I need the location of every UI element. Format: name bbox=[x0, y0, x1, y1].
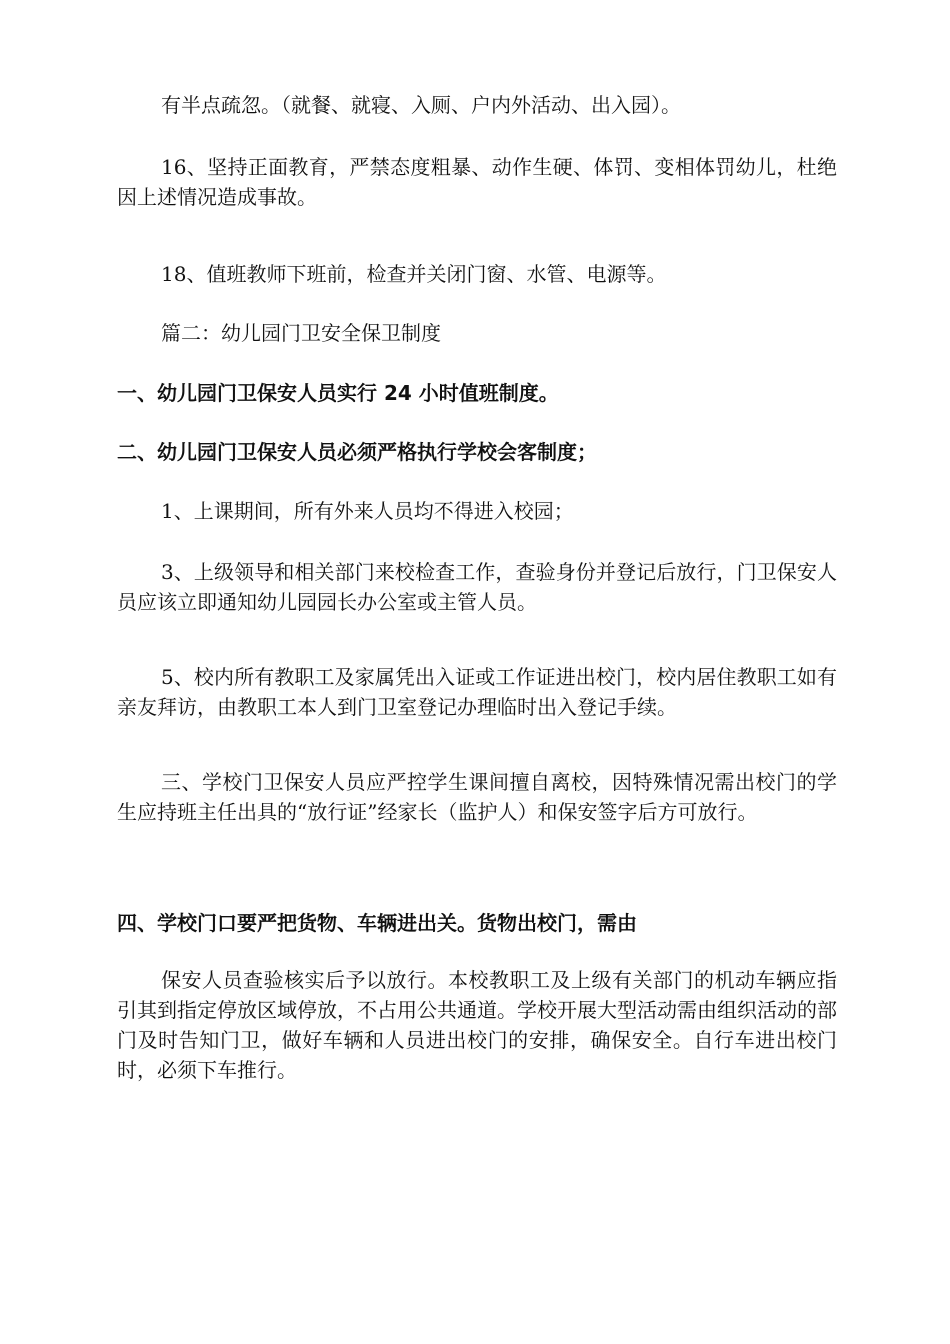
paragraph-three: 三、学校门卫保安人员应严控学生课间擅自离校，因特殊情况需出校门的学生应持班主任出具的“放行证”经家长（监护人）和保安签字后方可放行。 bbox=[117, 770, 837, 824]
paragraph-item-18: 18、值班教师下班前，检查并关闭门窗、水管、电源等。 bbox=[161, 262, 667, 286]
paragraph-item-3: 3、上级领导和相关部门来校检查工作，查验身份并登记后放行，门卫保安人员应该立即通知幼儿园园长办公室或主管人员。 bbox=[117, 560, 837, 614]
paragraph-four-body: 保安人员查验核实后予以放行。本校教职工及上级有关部门的机动车辆应指引其到指定停放区域停放，不占用公共通道。学校开展大型活动需由组织活动的部门及时告知门卫，做好车辆和人员进出校门的安排，确保安全。自行车进出校门时，必须下车推行。 bbox=[117, 968, 837, 1082]
paragraph-continuation: 有半点疏忽。（就餐、就寝、入厕、户内外活动、出入园）。 bbox=[161, 93, 681, 117]
heading-one: 一、幼儿园门卫保安人员实行 24 小时值班制度。 bbox=[117, 381, 559, 405]
section-title: 篇二：幼儿园门卫安全保卫制度 bbox=[161, 321, 441, 345]
paragraph-item-1: 1、上课期间，所有外来人员均不得进入校园； bbox=[161, 499, 574, 523]
paragraph-item-16: 16、坚持正面教育，严禁态度粗暴、动作生硬、体罚、变相体罚幼儿，杜绝因上述情况造成事故。 bbox=[117, 155, 837, 209]
paragraph-item-5: 5、校内所有教职工及家属凭出入证或工作证进出校门，校内居住教职工如有亲友拜访，由教职工本人到门卫室登记办理临时出入登记手续。 bbox=[117, 665, 837, 719]
heading-four: 四、学校门口要严把货物、车辆进出关。货物出校门，需由 bbox=[117, 911, 637, 935]
heading-two: 二、幼儿园门卫保安人员必须严格执行学校会客制度； bbox=[117, 440, 597, 464]
